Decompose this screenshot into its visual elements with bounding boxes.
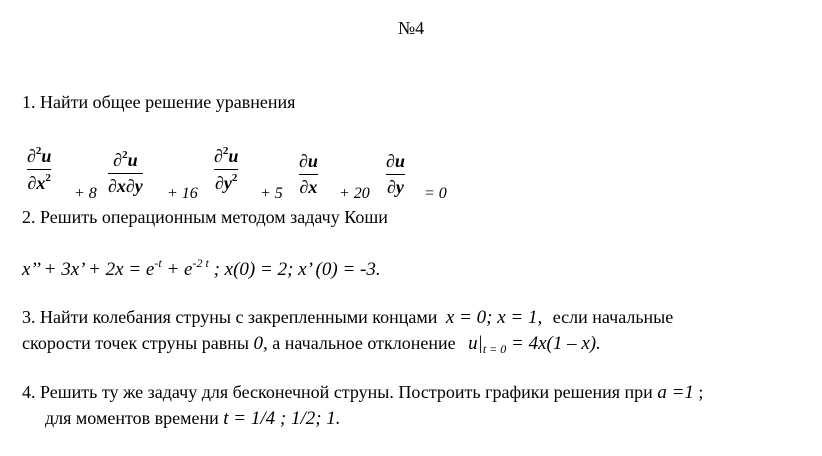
coefficient: + 8 (74, 185, 97, 202)
fraction-numerator: ∂$^2$u (214, 145, 239, 166)
equals-zero: = 0 (424, 185, 447, 202)
fraction-denominator: $\partial x^2$ (27, 172, 51, 193)
fraction-denominator: ∂x∂y (108, 176, 143, 196)
fraction-bar (108, 173, 143, 174)
fraction-du-dx (299, 152, 318, 196)
fraction-bar (386, 174, 405, 175)
fraction-d2u-dy2 (214, 146, 238, 192)
fraction-numerator: ∂$^2$u (27, 145, 52, 166)
fraction-numerator: ∂u (299, 151, 318, 171)
problem-2-text: 2. Решить операционным методом задачу Коши (22, 207, 388, 227)
fraction-denominator: ∂x (299, 177, 318, 197)
coefficient: + 16 (167, 185, 198, 202)
fraction-bar (299, 174, 318, 175)
fraction-numerator: ∂u (386, 151, 405, 171)
problem-4-line-1: 4. Решить ту же задачу для бесконечной струны. Построить графики решения при a =1 ; (22, 382, 704, 403)
problem-3-line-1: 3. Найти колебания струны с закрепленными концами x = 0; x = 1, если начальные (22, 307, 674, 328)
fraction-bar (27, 169, 51, 170)
fraction-denominator: ∂y (387, 177, 404, 197)
problem-3-line-2: скорости точек струны равны 0, а начальное отклонение $u|_{t = 0} = 4x(1 - x)$. (22, 333, 601, 356)
fraction-d2u-dx2 (27, 146, 51, 192)
problem-1-text: 1. Найти общее решение уравнения (22, 92, 296, 112)
page-title: №4 (398, 18, 425, 38)
fraction-du-dy (386, 152, 405, 196)
coefficient: + 20 (339, 185, 370, 202)
fraction-d2u-dxdy (108, 150, 143, 195)
problem-4-line-2: для моментов времени t = 1/4 ; 1/2; 1. (45, 408, 341, 429)
cauchy-equation: x’’ + 3x’ + $2x = e^{-t} + e^{-2 t}$ ; x(0) = 2; x’ (0) = -3. (22, 256, 381, 280)
fraction-bar (214, 169, 238, 170)
fraction-denominator: $\partial y^2$ (215, 172, 238, 193)
coefficient: + 5 (260, 185, 283, 202)
fraction-numerator: ∂$^2$u (113, 149, 138, 170)
